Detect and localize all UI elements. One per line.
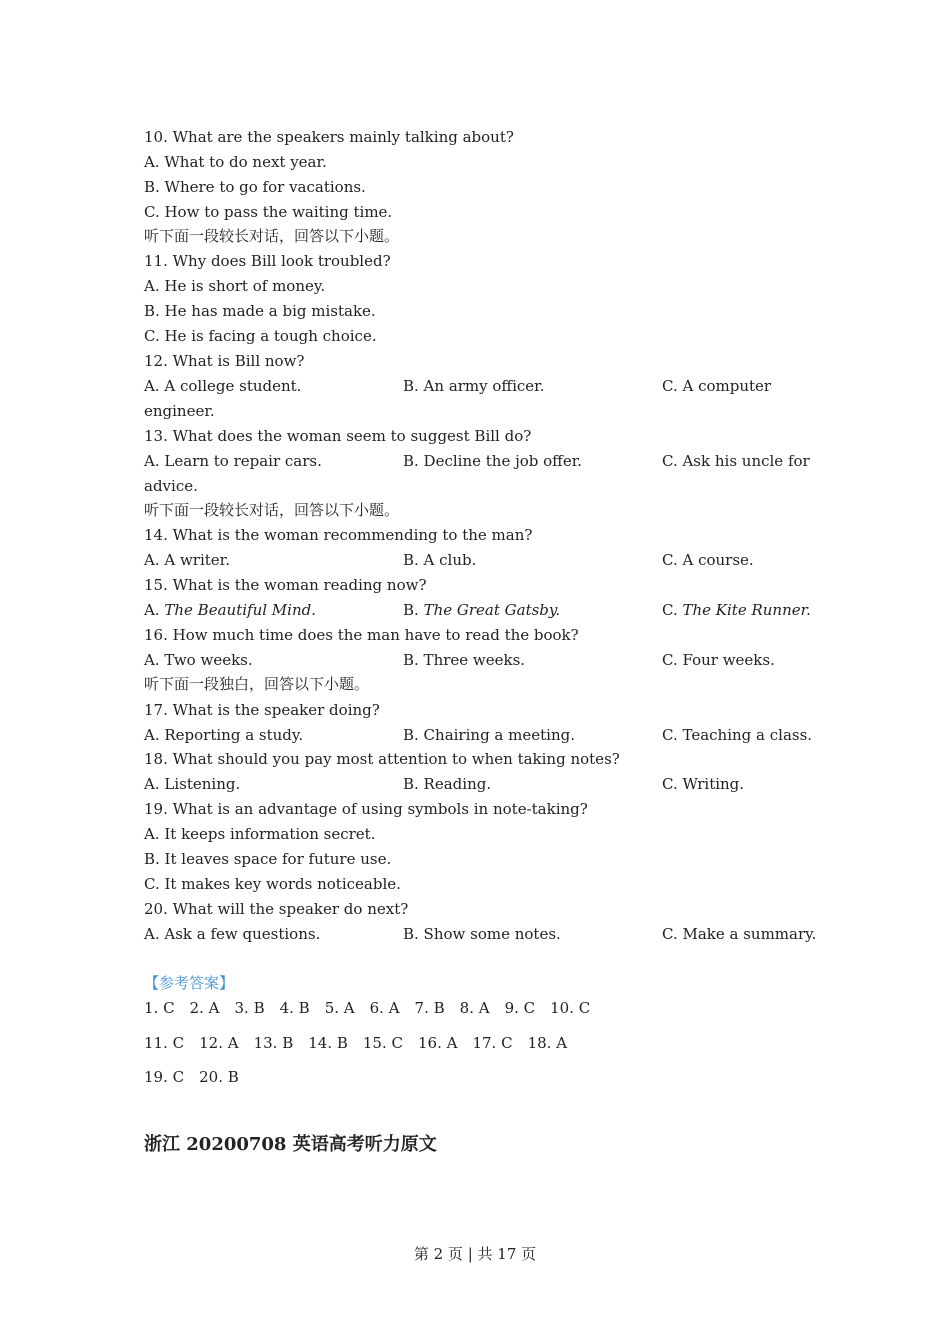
answer-item: 4. B xyxy=(279,999,310,1017)
answer-item: 9. C xyxy=(504,999,536,1017)
option-10a: A. What to do next year. xyxy=(144,153,327,171)
option-14c: C. A course. xyxy=(662,551,754,569)
question-18: 18. What should you pay most attention to when taking notes? xyxy=(144,750,620,768)
answer-key-heading: 【参考答案】 xyxy=(144,974,235,992)
answer-item: 11. C xyxy=(144,1034,185,1052)
question-19: 19. What is an advantage of using symbols in note-taking? xyxy=(144,800,588,818)
option-15b-title: The Great Gatsby. xyxy=(423,601,561,619)
option-20a: A. Ask a few questions. xyxy=(144,925,321,943)
page-footer: 第 2 页 | 共 17 页 xyxy=(413,1245,537,1263)
answer-item: 8. A xyxy=(459,999,490,1017)
option-18b: B. Reading. xyxy=(403,775,492,793)
option-10c: C. How to pass the waiting time. xyxy=(144,203,393,221)
answer-row-1 xyxy=(144,998,605,1018)
answer-item: 14. B xyxy=(308,1034,348,1052)
answer-row-2 xyxy=(144,1033,582,1053)
option-15b-letter: B. xyxy=(403,601,424,619)
option-13b: B. Decline the job offer. xyxy=(403,452,583,470)
option-12c: C. A computer xyxy=(662,377,772,395)
answer-row-3 xyxy=(144,1067,254,1087)
answer-item: 18. A xyxy=(527,1034,568,1052)
answer-item: 10. C xyxy=(550,999,591,1017)
question-12: 12. What is Bill now? xyxy=(144,352,305,370)
option-17c: C. Teaching a class. xyxy=(662,726,813,744)
option-19a: A. It keeps information secret. xyxy=(144,825,376,843)
option-16b: B. Three weeks. xyxy=(403,651,526,669)
option-17b: B. Chairing a meeting. xyxy=(403,726,575,744)
answer-item: 16. A xyxy=(418,1034,458,1052)
answer-item: 13. B xyxy=(253,1034,294,1052)
option-15a-letter: A. xyxy=(144,601,165,619)
answer-item: 3. B xyxy=(234,999,265,1017)
question-14: 14. What is the woman recommending to the man? xyxy=(144,526,533,544)
option-18c: C. Writing. xyxy=(662,775,745,793)
option-14a: A. A writer. xyxy=(144,551,230,569)
option-13c-continued: advice. xyxy=(144,477,198,495)
option-16c: C. Four weeks. xyxy=(662,651,775,669)
question-11: 11. Why does Bill look troubled? xyxy=(144,252,391,270)
option-12b: B. An army officer. xyxy=(403,377,545,395)
option-15c-letter: C. xyxy=(662,601,683,619)
option-14b: B. A club. xyxy=(403,551,477,569)
option-18a: A. Listening. xyxy=(144,775,241,793)
option-13c: C. Ask his uncle for xyxy=(662,452,810,470)
question-16: 16. How much time does the man have to read the book? xyxy=(144,626,579,644)
section-title: 浙江 20200708 英语高考听力原文 xyxy=(144,1134,437,1155)
answer-item: 1. C xyxy=(144,999,175,1017)
answer-item: 6. A xyxy=(369,999,400,1017)
instruction-1: 听下面一段较长对话，回答以下小题。 xyxy=(144,227,400,245)
option-15b xyxy=(403,600,560,620)
option-15a xyxy=(144,600,316,620)
question-10: 10. What are the speakers mainly talking about? xyxy=(144,128,514,146)
option-12c-continued: engineer. xyxy=(144,402,215,420)
option-17a: A. Reporting a study. xyxy=(144,726,304,744)
option-11a: A. He is short of money. xyxy=(144,277,326,295)
question-15: 15. What is the woman reading now? xyxy=(144,576,427,594)
question-20: 20. What will the speaker do next? xyxy=(144,900,409,918)
question-17: 17. What is the speaker doing? xyxy=(144,701,380,719)
option-15a-title: The Beautiful Mind. xyxy=(164,601,316,619)
option-13a: A. Learn to repair cars. xyxy=(144,452,322,470)
option-15c-title: The Kite Runner. xyxy=(682,601,811,619)
answer-item: 20. B xyxy=(199,1068,239,1086)
answer-item: 17. C xyxy=(472,1034,513,1052)
option-19c: C. It makes key words noticeable. xyxy=(144,875,401,893)
option-20b: B. Show some notes. xyxy=(403,925,561,943)
answer-item: 2. A xyxy=(189,999,220,1017)
option-11c: C. He is facing a tough choice. xyxy=(144,327,377,345)
option-16a: A. Two weeks. xyxy=(144,651,253,669)
option-12a: A. A college student. xyxy=(144,377,302,395)
answer-item: 5. A xyxy=(324,999,355,1017)
instruction-3: 听下面一段独白，回答以下小题。 xyxy=(144,675,370,693)
instruction-2: 听下面一段较长对话，回答以下小题。 xyxy=(144,501,400,519)
question-13: 13. What does the woman seem to suggest Bill do? xyxy=(144,427,532,445)
answer-item: 7. B xyxy=(414,999,445,1017)
option-10b: B. Where to go for vacations. xyxy=(144,178,366,196)
option-20c: C. Make a summary. xyxy=(662,925,817,943)
option-19b: B. It leaves space for future use. xyxy=(144,850,392,868)
answer-item: 12. A xyxy=(199,1034,239,1052)
option-15c xyxy=(662,600,811,620)
answer-item: 19. C xyxy=(144,1068,185,1086)
option-11b: B. He has made a big mistake. xyxy=(144,302,376,320)
answer-item: 15. C xyxy=(362,1034,403,1052)
